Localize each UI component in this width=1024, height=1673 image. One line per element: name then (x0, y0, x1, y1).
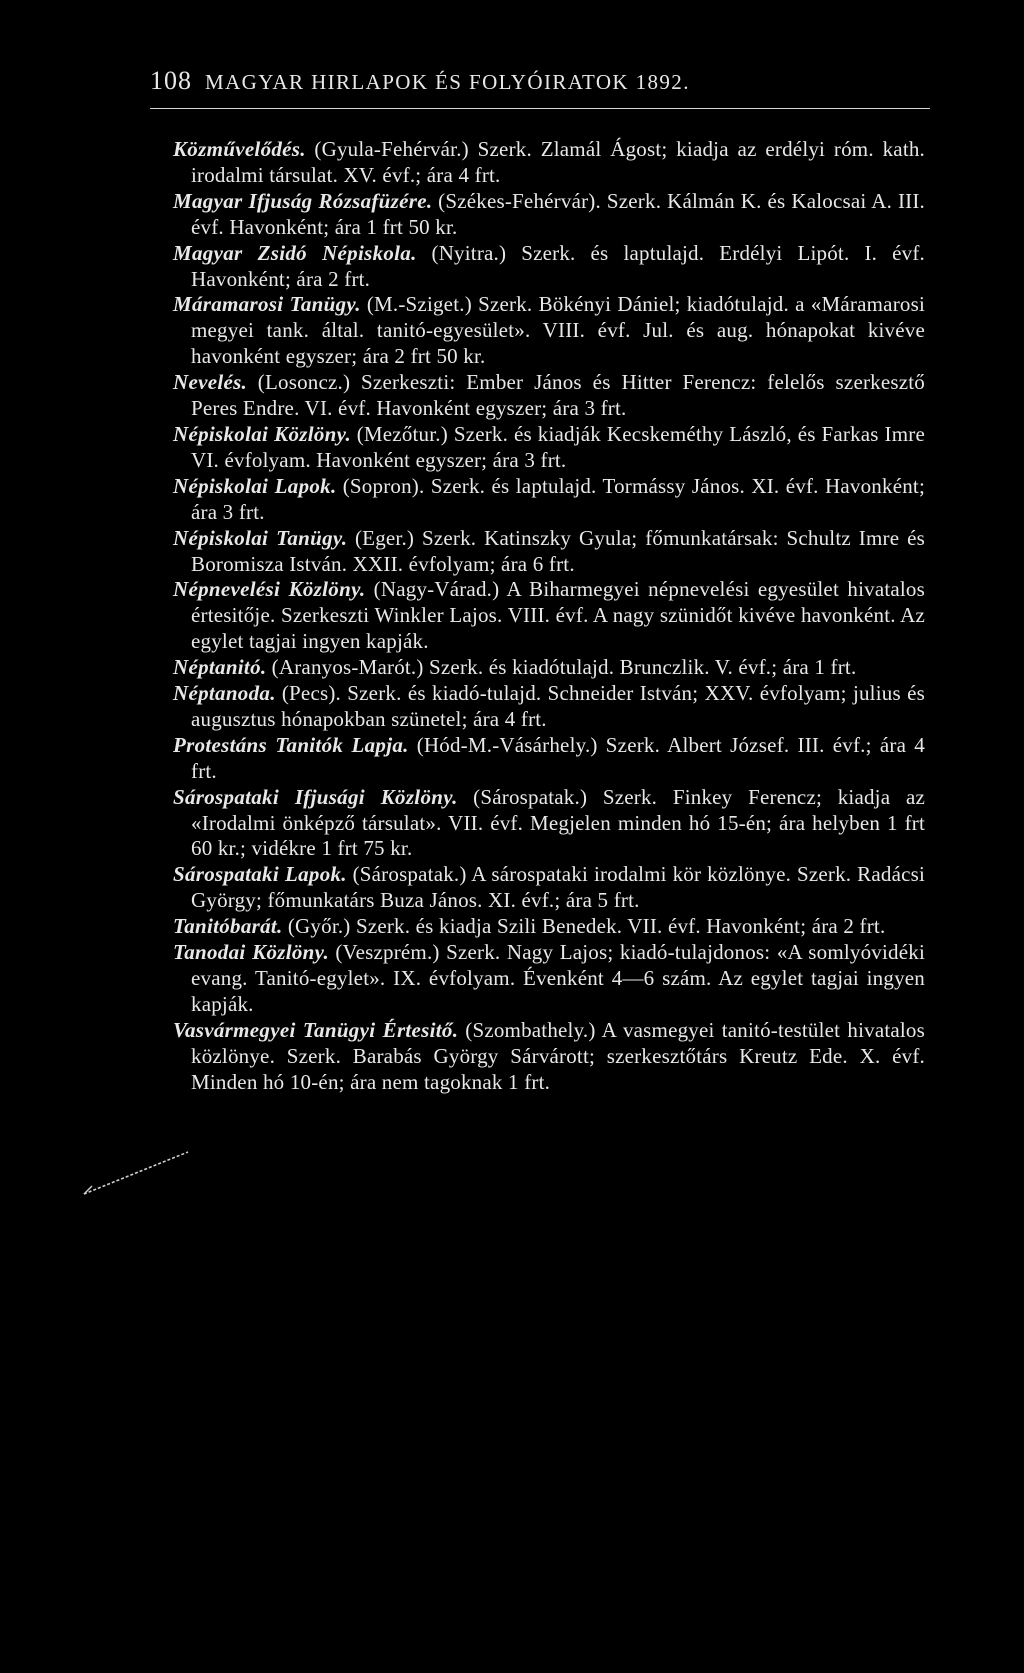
periodical-details: (Pecs). Szerk. és kiadó-tulajd. Schneider István; XXV. évfolyam; julius és augusztus hónapokban szünetel; ára 4 frt. (191, 681, 926, 731)
periodical-details: (M.-Sziget.) Szerk. Bökényi Dániel; kiadótulajd. a «Máramarosi megyei tank. által. tanitó-egyesület». VIII. évf. Jul. és aug. hónapokat kivéve havonként egyszer; ára 2 frt 50 kr. (191, 292, 926, 369)
periodical-details: (Szombathely.) A vasmegyei tanitó-testület hivatalos közlönye. Szerk. Barabás György Sárvárott; szerkesztőtárs Kreutz Ede. X. évf. Minden hó 10-én; ára nem tagoknak 1 frt. (191, 1017, 925, 1094)
periodical-entry (173, 525, 925, 578)
periodical-title: Sárospataki Lapok. (173, 862, 347, 887)
periodical-entry (173, 681, 926, 733)
periodical-details: (Gyula-Fehérvár.) Szerk. Zlamál Ágost; kiadja az erdélyi róm. kath. irodalmi társulat. XV. évf.; ára 4 frt. (191, 137, 925, 187)
periodical-title: Népiskolai Közlöny. (173, 421, 352, 446)
periodical-entry (173, 862, 926, 914)
periodical-entry (173, 940, 925, 1018)
periodical-title: Néptanoda. (173, 681, 276, 706)
periodical-title: Tanodai Közlöny. (173, 940, 330, 965)
periodical-details: (Nagy-Várad.) A Biharmegyei népnevelési egyesület hivatalos értesitője. Szerkeszti Winkler Lajos. VIII. évf. A nagy szünidőt kivéve havonként. Az egylet tagjai ingyen kapják. (191, 577, 925, 654)
periodical-title: Közművelődés. (173, 137, 306, 161)
periodical-entry (173, 1017, 925, 1096)
periodical-title: Sárospataki Ifjusági Közlöny. (173, 784, 458, 809)
periodical-entry (173, 732, 925, 785)
periodical-entry (173, 655, 925, 681)
periodical-entry (173, 137, 925, 189)
periodical-entry (173, 188, 926, 241)
periodical-title: Protestáns Tanitók Lapja. (173, 732, 409, 757)
periodical-entry (173, 577, 925, 655)
page-header (150, 66, 930, 96)
periodical-entry (173, 240, 925, 293)
periodical-title: Néptanitó. (173, 655, 267, 680)
page-number: 108 (150, 66, 192, 95)
periodical-details: (Eger.) Szerk. Katinszky Gyula; főmunkatársak: Schultz Imre és Boromisza István. XXII. évfolyam; ára 6 frt. (191, 525, 925, 576)
periodical-details: (Mezőtur.) Szerk. és kiadják Kecskeméthy László, és Farkas Imre VI. évfolyam. Havonként egyszer; ára 3 frt. (191, 421, 925, 472)
periodical-details: (Nyitra.) Szerk. és laptulajd. Erdélyi Lipót. I. évf. Havonként; ára 2 frt. (191, 240, 925, 291)
periodical-title: Népnevelési Közlöny. (173, 577, 366, 602)
periodical-entry (173, 370, 926, 422)
periodical-entry (173, 784, 926, 863)
periodical-details: (Losoncz.) Szerkeszti: Ember János és Hitter Ferencz: felelős szerkesztő Peres Endre. VI. évf. Havonként egyszer; ára 3 frt. (191, 370, 926, 421)
periodical-details: (Sárospatak.) Szerk. Finkey Ferencz; kiadja az «Irodalmi önképző társulat». VII. évf. Megjelen minden hó 15-én; ára helyben 1 frt 60 kr.; vidékre 1 frt 75 kr. (191, 784, 926, 861)
header-rule (150, 108, 930, 109)
periodical-title: Vasvármegyei Tanügyi Értesitő. (173, 1017, 459, 1042)
periodical-details: (Hód-M.-Vásárhely.) Szerk. Albert József. III. évf.; ára 4 frt. (191, 732, 925, 783)
periodical-list (173, 137, 925, 1096)
periodical-details: (Székes-Fehérvár). Szerk. Kálmán K. és Kalocsai A. III. évf. Havonként; ára 1 frt 50 kr. (191, 188, 926, 239)
pen-mark-icon (82, 1148, 192, 1198)
periodical-details: (Veszprém.) Szerk. Nagy Lajos; kiadó-tulajdonos: «A somlyóvidéki evang. Tanitó-egylet». IX. évfolyam. Évenként 4—6 szám. Az egylet tagjai ingyen kapják. (191, 940, 925, 1016)
periodical-entry (173, 914, 925, 940)
periodical-title: Nevelés. (173, 370, 248, 395)
periodical-title: Máramarosi Tanügy. (173, 292, 361, 317)
periodical-title: Magyar Zsidó Népiskola. (173, 240, 417, 265)
periodical-title: Népiskolai Lapok. (173, 473, 337, 498)
periodical-title: Tanitóbarát. (173, 914, 283, 939)
periodical-details: (Aranyos-Marót.) Szerk. és kiadótulajd. Brunczlik. V. évf.; ára 1 frt. (271, 655, 857, 680)
periodical-entry (173, 292, 926, 370)
periodical-details: (Sopron). Szerk. és laptulajd. Tormássy János. XI. évf. Havonként; ára 3 frt. (191, 473, 925, 524)
periodical-details: (Sárospatak.) A sárospataki irodalmi kör közlönye. Szerk. Radácsi György; főmunkatárs Buza János. XI. évf.; ára 5 frt. (191, 862, 926, 913)
periodical-title: Népiskolai Tanügy. (173, 525, 348, 550)
periodical-entry (173, 473, 925, 526)
running-title: MAGYAR HIRLAPOK ÉS FOLYÓIRATOK 1892. (205, 70, 690, 94)
periodical-entry (173, 421, 925, 474)
periodical-details: (Győr.) Szerk. és kiadja Szili Benedek. VII. évf. Havonként; ára 2 frt. (287, 914, 886, 939)
periodical-title: Magyar Ifjuság Rózsafüzére. (173, 188, 433, 213)
